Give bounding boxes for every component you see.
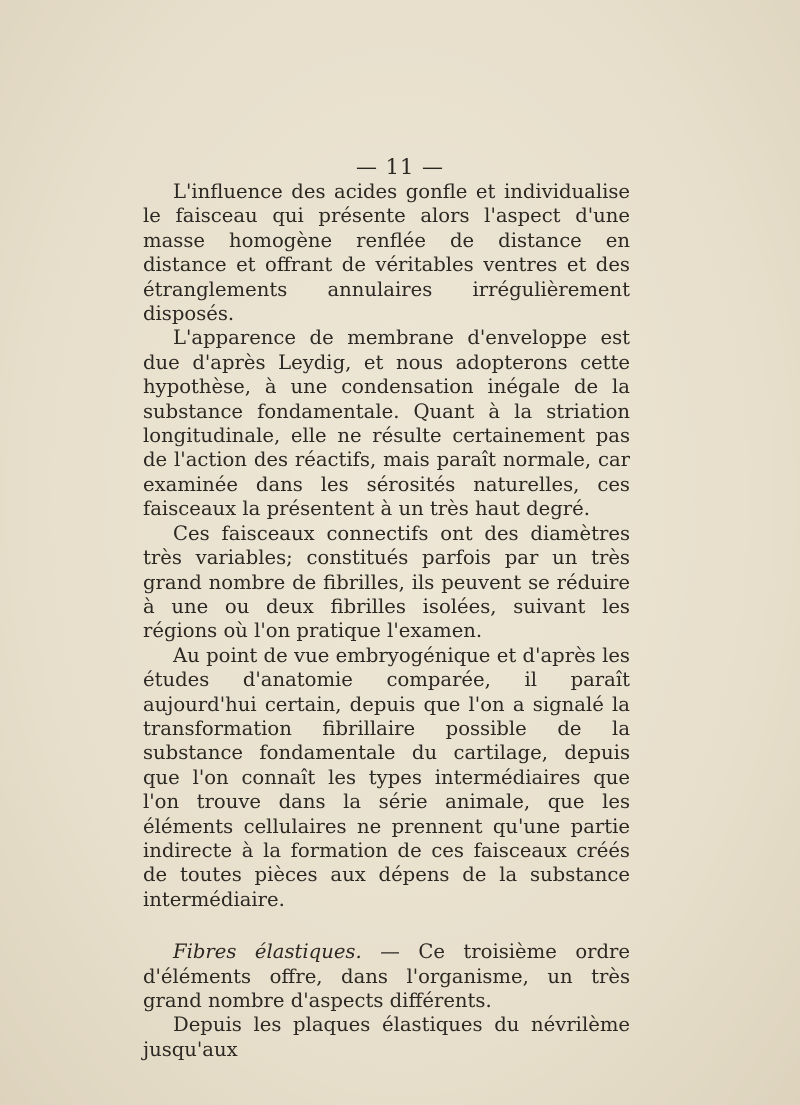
paragraph-next: Depuis les plaques élastiques du névrilème jusqu'aux: [143, 1013, 630, 1061]
section-title: Fibres élastiques.: [173, 940, 362, 964]
section-lead-text: — Ce troisième ordre d'éléments offre, dans l'organisme, un très grand nombre d'aspects différents.: [143, 940, 630, 1012]
paragraph-acids: L'influence des acides gonfle et individualise le faisceau qui présente alors l'aspect d'une masse homogène renflée de distance en distance et offrant de véritables ventres et des étranglements annulaires irrégulièrement disposés.: [143, 180, 630, 326]
page-number: — 11 —: [355, 155, 445, 179]
paragraph-membrane: L'apparence de membrane d'enveloppe est due d'après Leydig, et nous adopterons cette hypothèse, à une condensation inégale de la substance fondamentale. Quant à la striation longitudinale, elle ne résulte certainement pas de l'action des réactifs, mais paraît normale, car examinée dans les sérosités naturelles, ces faisceaux la présentent à un très haut degré.: [143, 326, 630, 521]
paragraph-diameters: Ces faisceaux connectifs ont des diamètres très variables; constitués parfois par un très grand nombre de fibrilles, ils peuvent se réduire à une ou deux fibrilles isolées, suivant les régions où l'on pratique l'examen.: [143, 521, 630, 643]
paragraph-embryogeny: Au point de vue embryogénique et d'après les études d'anatomie comparée, il paraît aujourd'hui certain, depuis que l'on a signalé la transformation fibrillaire possible de la substance fondamentale du cartilage, depuis que l'on connaît les types intermédiaires que l'on trouve dans la série animale, que les éléments cellulaires ne prennent qu'une partie indirecte à la formation de ces faisceaux créés de toutes pièces aux dépens de la substance intermédiaire.: [143, 643, 630, 911]
section-elastic-fibers: [143, 940, 630, 1013]
body-text: [143, 180, 630, 1062]
